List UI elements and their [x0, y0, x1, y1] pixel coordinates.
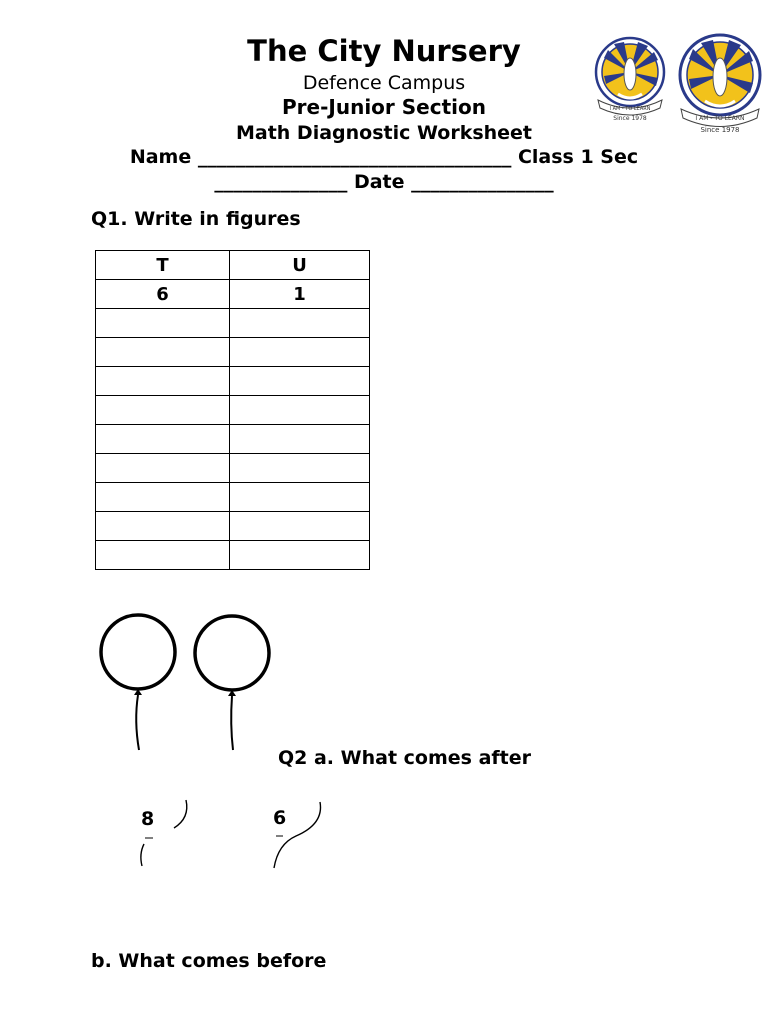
q2b-label: b. What comes before — [91, 950, 327, 972]
cell-tens[interactable] — [96, 425, 230, 454]
header-units: U — [230, 251, 370, 280]
cell-tens[interactable] — [96, 483, 230, 512]
balloon-left — [101, 615, 175, 689]
cell-tens[interactable] — [96, 396, 230, 425]
cell-units[interactable]: 1 — [230, 280, 370, 309]
cell-units[interactable] — [230, 512, 370, 541]
balloons-illustration — [92, 606, 276, 752]
table-row — [96, 367, 370, 396]
q1-label: Q1. Write in figures — [91, 208, 301, 230]
q2a-label: Q2 a. What comes after — [278, 747, 531, 769]
cell-tens[interactable] — [96, 367, 230, 396]
balloon-right — [195, 616, 269, 690]
header-tens: T — [96, 251, 230, 280]
cell-units[interactable] — [230, 309, 370, 338]
table-row — [96, 541, 370, 570]
table-row — [96, 280, 370, 309]
logo-ribbon-text: I AM - TO LEARN — [695, 115, 745, 122]
cell-tens[interactable] — [96, 541, 230, 570]
cell-units[interactable] — [230, 541, 370, 570]
cell-units[interactable] — [230, 454, 370, 483]
cell-units[interactable] — [230, 338, 370, 367]
worksheet-title: Math Diagnostic Worksheet — [235, 122, 533, 144]
cell-units[interactable] — [230, 425, 370, 454]
table-header-row — [96, 251, 370, 280]
cell-units[interactable] — [230, 396, 370, 425]
logo-since-text: Since 1978 — [700, 126, 740, 134]
campus-name: Defence Campus — [302, 72, 466, 94]
cell-tens[interactable] — [96, 512, 230, 541]
table-row — [96, 396, 370, 425]
table-row — [96, 338, 370, 367]
table-row — [96, 454, 370, 483]
cell-tens[interactable] — [96, 309, 230, 338]
school-logo-right — [677, 33, 763, 135]
tens-units-table — [95, 250, 370, 570]
cell-tens[interactable]: 6 — [96, 280, 230, 309]
table-row — [96, 309, 370, 338]
table-row — [96, 512, 370, 541]
cell-tens[interactable] — [96, 454, 230, 483]
cell-units[interactable] — [230, 367, 370, 396]
after-number-6: 6 — [273, 807, 287, 829]
logo-ribbon-text: I AM - TO LEARN — [609, 106, 651, 112]
after-number-8: 8 — [141, 808, 155, 830]
name-class-line: Name _________________________________ Class 1 Sec — [129, 146, 639, 168]
table-row — [96, 483, 370, 512]
logo-since-text: Since 1978 — [613, 115, 647, 122]
section-name: Pre-Junior Section — [282, 95, 486, 119]
table-row — [96, 425, 370, 454]
cell-tens[interactable] — [96, 338, 230, 367]
date-line: ______________ Date _______________ — [214, 171, 554, 193]
school-logo-left — [594, 36, 666, 122]
answer-curve-marks — [130, 796, 340, 876]
cell-units[interactable] — [230, 483, 370, 512]
school-title: The City Nursery — [247, 34, 521, 68]
